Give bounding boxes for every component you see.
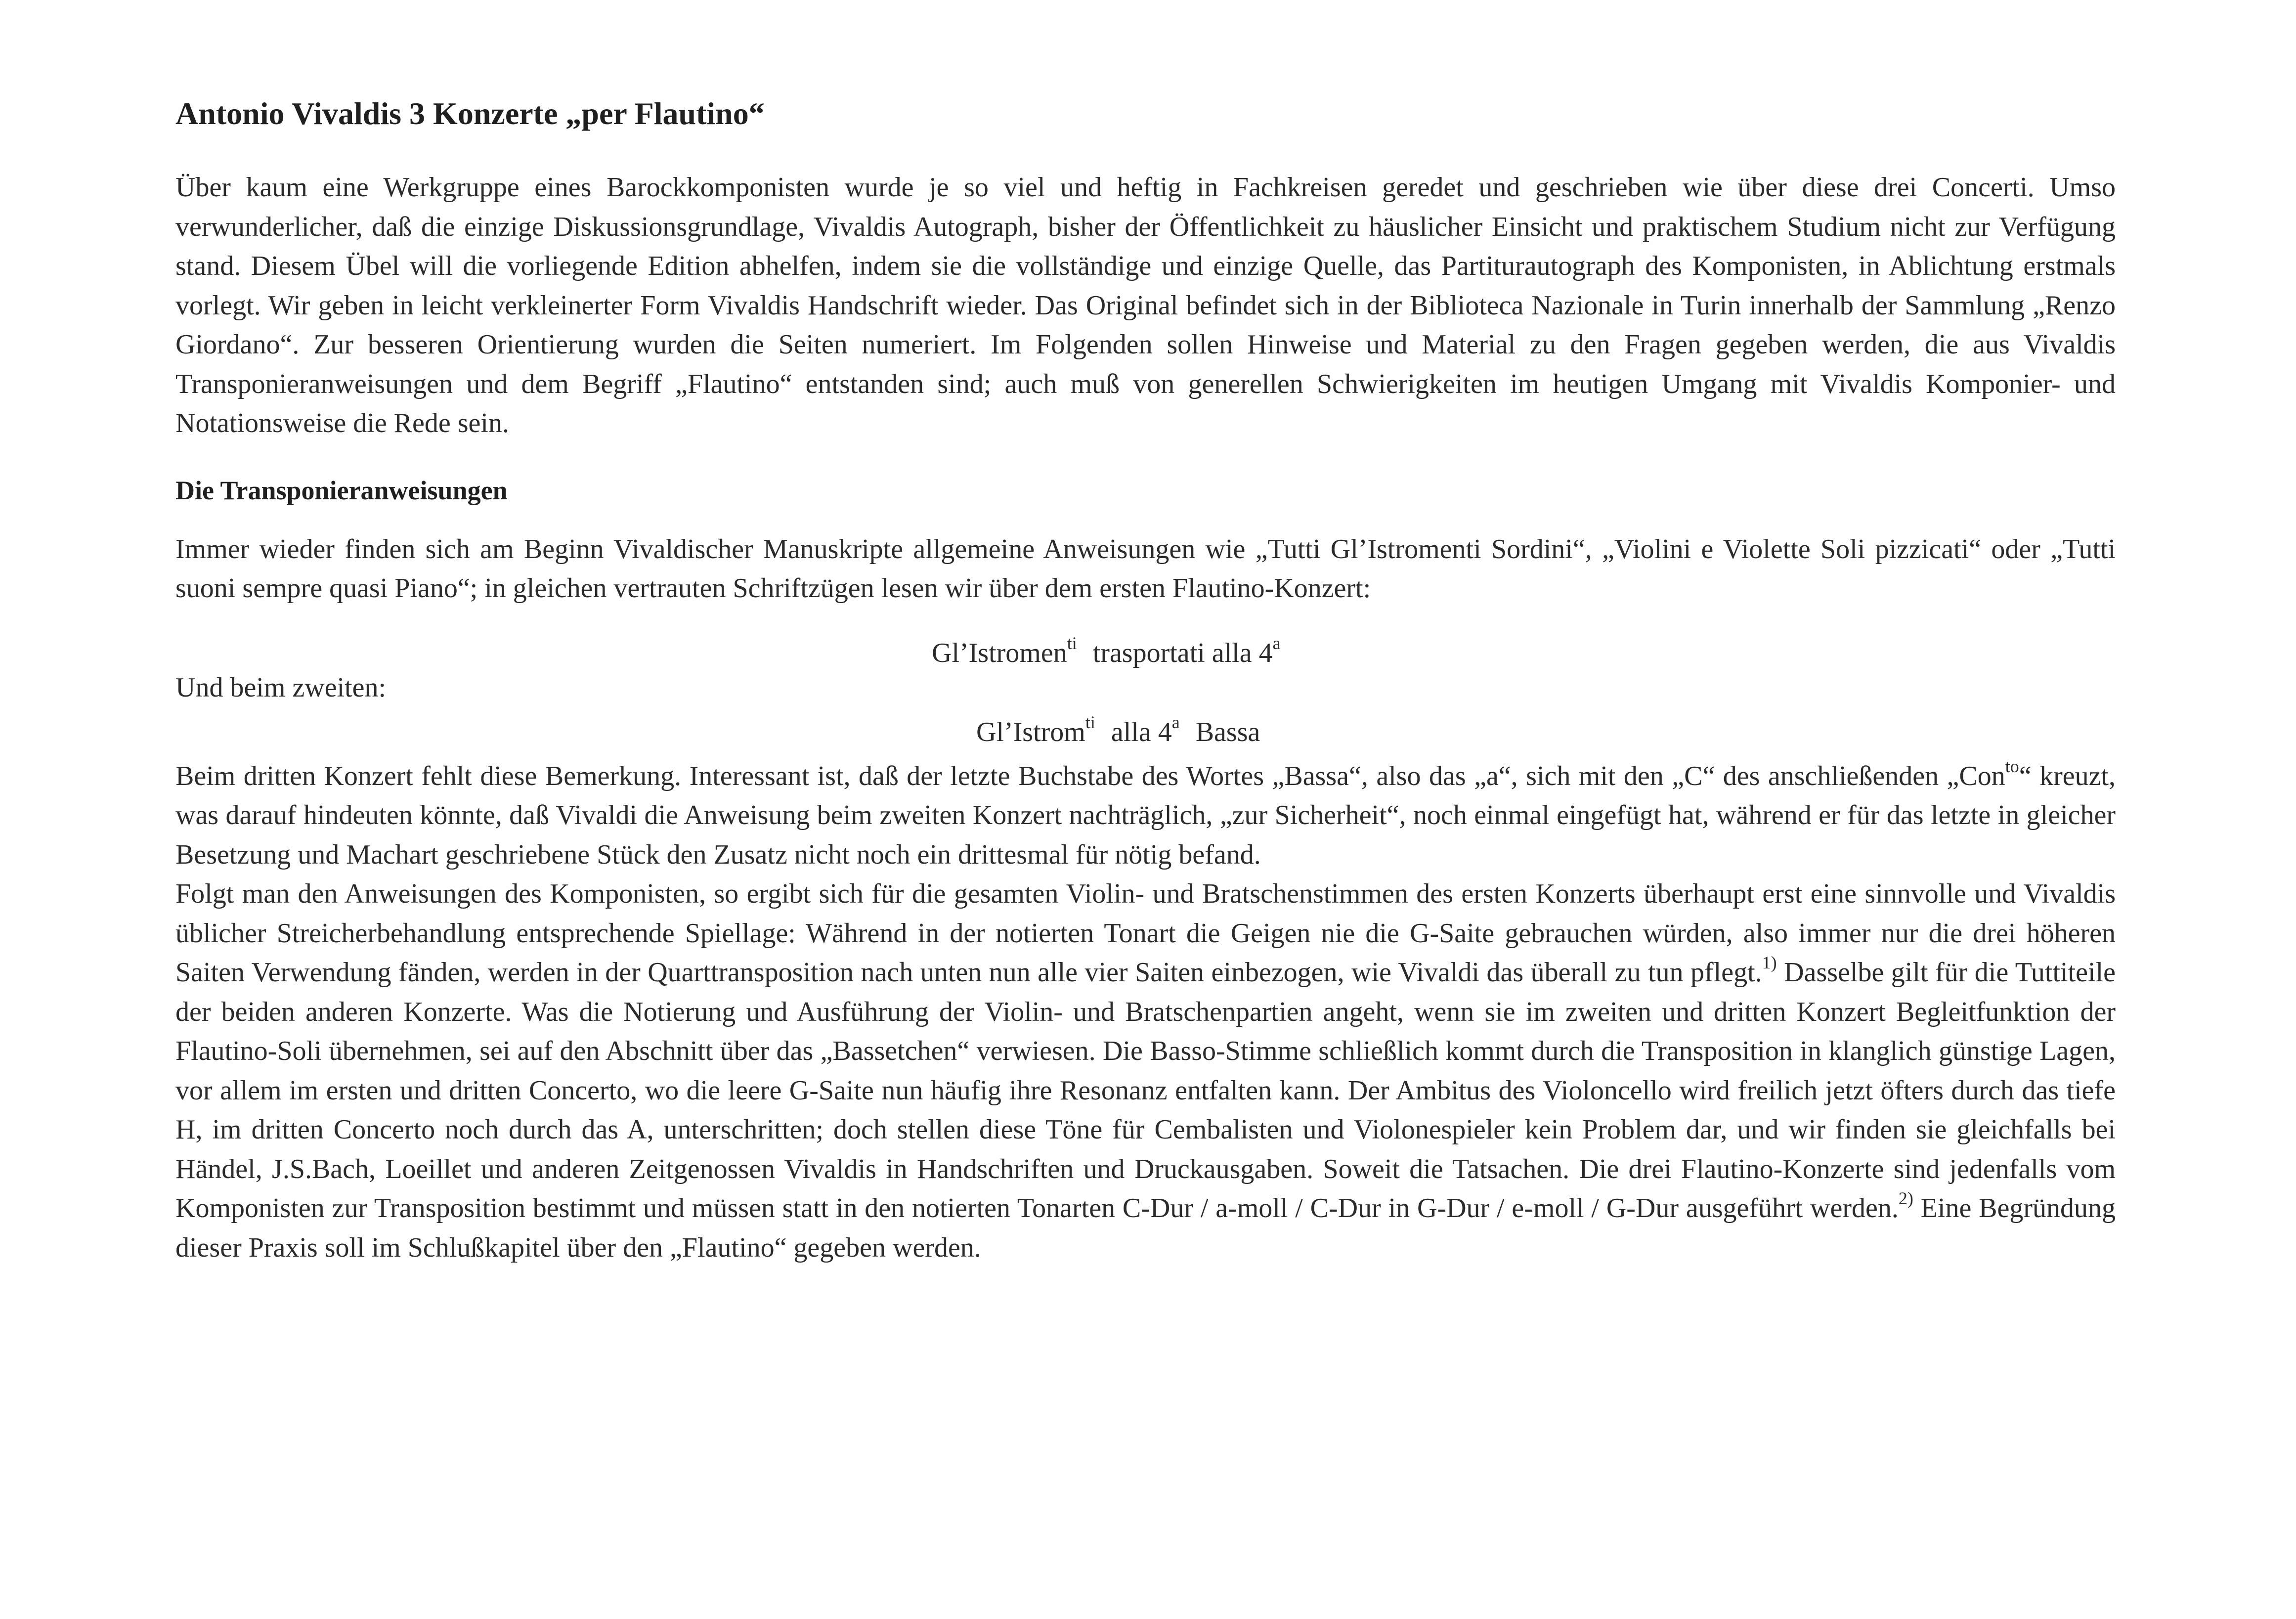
quote-second-concerto (976, 712, 1260, 749)
section-heading: Die Transponieranweisungen (175, 475, 508, 505)
folgt-part1: Folgt man den Anweisungen des Komponisten, so ergibt sich für die gesamten Violin- und Bratschenstimmen des ersten Konzerts überhaupt erst eine sinnvolle und Vivaldis üblicher Streicherbehandlung entsprechende Spiellage: Während in der notierten Tonart die Geigen nie die G-Saite gebrauchen würden, also immer nur die drei höheren Saiten Verwendung fänden, werden in der Quarttransposition nach unten nun alle vier Saiten einbezogen, wie Vivaldi das überall zu tun pflegt. (175, 878, 2116, 988)
folgt-part2: Dasselbe gilt für die Tuttiteile der beiden anderen Konzerte. Was die Notierung und Ausführung der Violin- und Bratschenpartien angeht, wenn sie im zweiten und dritten Konzert Begleitfunktion der Flautino-Soli übernehmen, sei auf den Abschnitt über das „Bassetchen“ verwiesen. Die Basso-Stimme schließlich kommt durch die Transposition in klanglich günstige Lagen, vor allem im ersten und dritten Concerto, wo die leere G-Saite nun häufig ihre Resonanz entfalten kann. Der Ambitus des Violoncello wird freilich jetzt öfters durch das tiefe H, im dritten Concerto noch durch das A, unterschritten; doch stellen diese Töne für Cembalisten und Violonespieler kein Problem dar, und wir finden sie gleichfalls bei Händel, J.S.Bach, Loeillet und anderen Zeitgenossen Vivaldis in Handschriften und Druckausgaben. Soweit die Tatsachen. Die drei Flautino-Konzerte sind jedenfalls vom Komponisten zur Transposition bestimmt und müssen statt in den notierten Tonarten C-Dur / a-moll / C-Dur in G-Dur / e-moll / G-Dur ausgeführt werden. (175, 957, 2116, 1224)
document-page (175, 94, 2116, 1268)
quote-first-concerto (932, 633, 1281, 670)
quote1-word-sup: ti (1067, 633, 1077, 653)
beim-before: Beim dritten Konzert fehlt diese Bemerkung. Interessant ist, daß der letzte Buchstabe des Wortes „Bassa“, also das „a“, sich mit den „C“ des anschließenden „Con (175, 760, 2005, 791)
footnote-marker-2[interactable]: 2) (1898, 1188, 1913, 1208)
quote2-word: Gl’Istrom (976, 716, 1085, 747)
beim-after: “ kreuzt, was darauf hindeuten könnte, daß Vivaldi die Anweisung beim zweiten Konzert nachträglich, „zur Sicherheit“, noch einmal eingefügt hat, während er für das letzte in gleicher Besetzung und Machart geschriebene Stück den Zusatz nicht noch ein drittesmal für nötig befand. (175, 760, 2116, 870)
quote1-rest: trasportati alla 4 (1092, 637, 1273, 668)
immer-paragraph: Immer wieder finden sich am Beginn Vivaldischer Manuskripte allgemeine Anweisungen wie „Tutti Gl’Istromenti Sordini“, „Violini e Violette Soli pizzicati“ oder „Tutti suoni sempre quasi Piano“; in gleichen vertrauten Schriftzügen lesen wir über dem ersten Flautino-Konzert: (175, 533, 2116, 604)
quote2-mid: alla 4 (1111, 716, 1172, 747)
folgt-part3: Eine Begründung dieser Praxis soll im Schlußkapitel über den „Flautino“ gegeben werden. (175, 1193, 2116, 1263)
quote2-mid-sup: a (1171, 712, 1180, 732)
quote2-word-sup: ti (1085, 712, 1095, 732)
footnote-marker-1[interactable]: 1) (1762, 953, 1777, 972)
quote2-end: Bassa (1195, 716, 1260, 747)
intro-paragraph: Über kaum eine Werkgruppe eines Barockkomponisten wurde je so viel und heftig in Fachkreisen geredet und geschrieben wie über diese drei Concerti. Umso verwunderlicher, daß die einzige Diskussionsgrundlage, Vivaldis Autograph, bisher der Öffentlichkeit zu häuslicher Einsicht und praktischem Studium nicht zur Verfügung stand. Diesem Übel will die vorliegende Edition abhelfen, indem sie die vollständige und einzige Quelle, das Partiturautograph des Komponisten, in Ablichtung erstmals vorlegt. Wir geben in leicht verkleinerter Form Vivaldis Handschrift wieder. Das Original befindet sich in der Biblioteca Nazionale in Turin innerhalb der Sammlung „Renzo Giordano“. Zur besseren Orientierung wurden die Seiten numeriert. Im Folgenden sollen Hinweise und Material zu den Fragen gegeben werden, die aus Vivaldis Transponieranweisungen und dem Begriff „Flautino“ entstanden sind; auch muß von generellen Schwierigkeiten im heutigen Umgang mit Vivaldis Komponier- und Notationsweise die Rede sein. (175, 172, 2116, 438)
quote1-word: Gl’Istromen (932, 637, 1067, 668)
folgt-paragraph (175, 875, 2116, 1268)
document-title: Antonio Vivaldis 3 Konzerte „per Flautino“ (175, 96, 765, 131)
beim-paragraph (175, 757, 2116, 875)
quote1-rest-sup: a (1272, 633, 1281, 653)
und-beim-label: Und beim zweiten: (175, 672, 387, 703)
beim-sup: to (2005, 756, 2019, 776)
quote-block (175, 609, 2116, 747)
